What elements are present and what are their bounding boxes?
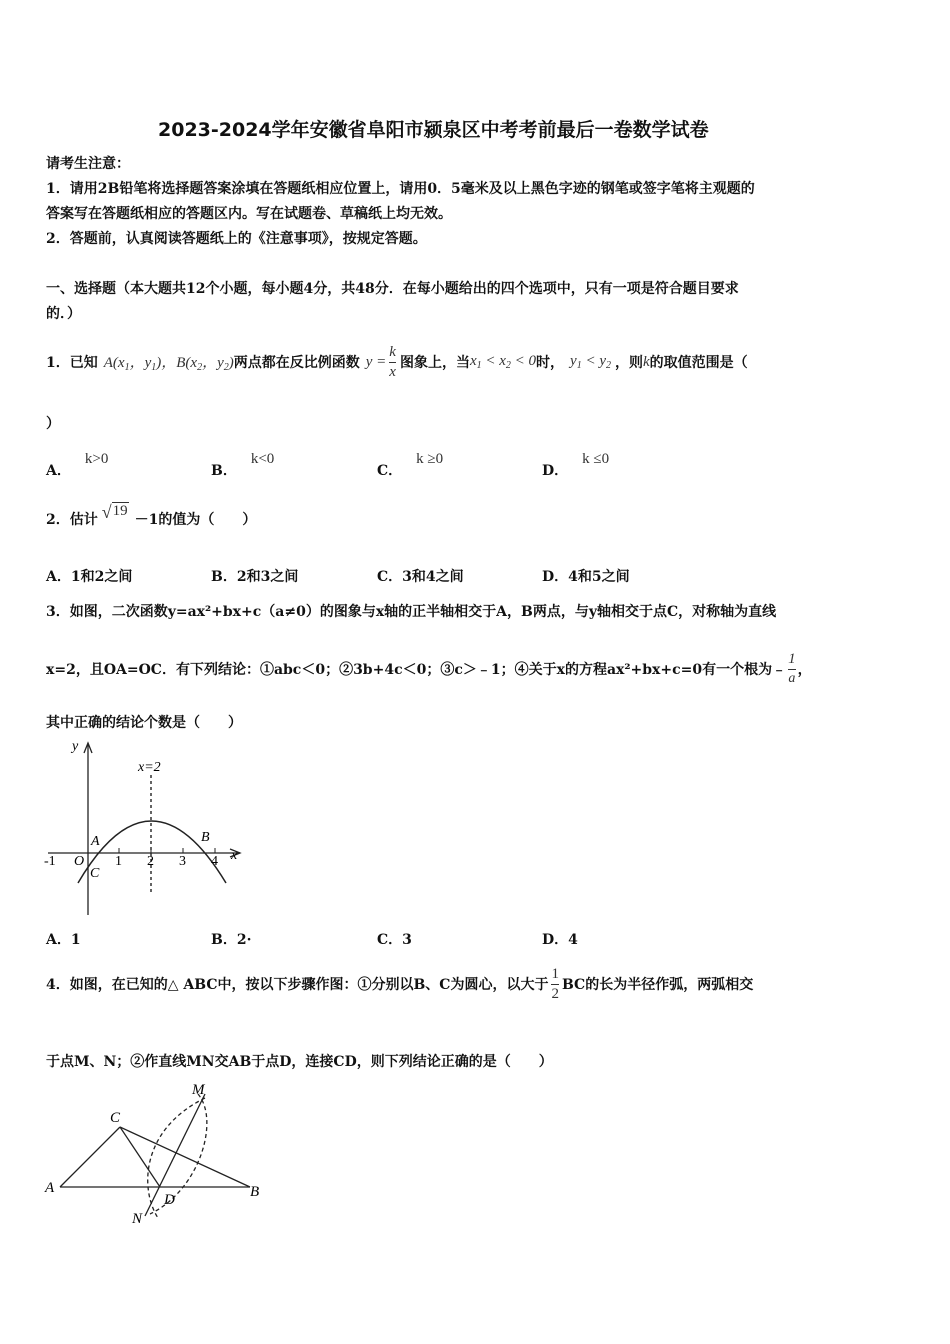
point-c-label: C xyxy=(110,1110,121,1126)
label-1: 1 xyxy=(115,854,122,869)
arc-from-b xyxy=(148,1098,205,1218)
q3-option-a[interactable]: A．1 xyxy=(46,932,81,948)
q1-point-a: $A(x_1$，$y_1$)， xyxy=(103,355,177,373)
q1-condition-y: $y_1 < y_2$ xyxy=(570,353,611,371)
side-ac xyxy=(60,1127,120,1187)
point-n-label: N xyxy=(132,1211,143,1227)
question-2-stem xyxy=(46,502,257,529)
label-minus-1: -1 xyxy=(44,854,56,869)
q3-option-b[interactable]: B．2· xyxy=(211,932,252,948)
section-1-heading-cont: 的．） xyxy=(46,306,81,322)
q3-fraction: $\frac{1}{a}$ xyxy=(788,651,796,686)
notice-heading: 请考生注意： xyxy=(46,156,130,172)
q1-close-paren: ） xyxy=(46,416,60,432)
q1-shi: 时， xyxy=(536,355,565,371)
q1-option-b[interactable]: B．k<0 xyxy=(211,451,275,479)
point-a-label: A xyxy=(91,834,100,849)
q1-range-text: 的取值范围是（ xyxy=(649,355,748,371)
page-title: 2023-2024学年安徽省阜阳市颍泉区中考考前最后一卷数学试卷 xyxy=(158,119,709,141)
symmetry-axis-label: x=2 xyxy=(138,760,161,775)
question-3-line-2: x=2，且OA=OC．有下列结论：①abc＜0；②3b+4c＜0；③c＞﹣1；④关于x的方程ax²+bx+c=0有一个根为﹣ $\frac{1}{a}$ ， xyxy=(46,651,812,686)
notice-line-1: 1．请用2B铅笔将选择题答案涂填在答题纸相应位置上，请用0．5毫米及以上黑色字迹的钢笔或签字笔将主观题的 xyxy=(46,181,755,197)
label-4: 4 xyxy=(211,854,218,869)
q1-condition-x: $x_1 < x_2 < 0$ xyxy=(469,353,537,371)
q2-option-a[interactable]: A．1和2之间 xyxy=(46,569,133,585)
y-axis-label: y xyxy=(72,739,79,754)
q2-prefix: 2．估计 xyxy=(46,511,98,528)
question-3-line-3: 其中正确的结论个数是（ ） xyxy=(46,715,242,731)
line-mn xyxy=(145,1094,205,1216)
notice-line-2: 答案写在答题纸相应的答题区内。写在试题卷、草稿纸上均无效。 xyxy=(46,206,452,222)
point-b-label: B xyxy=(201,830,210,845)
q1-mid-text: 两点都在反比例函数 xyxy=(233,355,360,371)
q1-prefix: 1．已知 xyxy=(46,355,98,371)
sqrt-symbol: √ 19 xyxy=(101,502,128,522)
question-1-stem xyxy=(46,337,748,387)
q2-option-b[interactable]: B．2和3之间 xyxy=(211,569,299,585)
q2-suffix: －1的值为（ ） xyxy=(134,511,257,528)
q1-ze: ，则 xyxy=(614,355,643,371)
label-origin: O xyxy=(74,854,85,869)
point-c-label: C xyxy=(90,866,100,881)
section-1-heading: 一、选择题（本大题共12个小题，每小题4分，共48分．在每小题给出的四个选项中，只有一项是符合题目要求 xyxy=(46,281,739,297)
q1-option-c[interactable]: C．k ≥0 xyxy=(377,451,444,479)
label-3: 3 xyxy=(179,854,186,869)
q3-parabola-figure xyxy=(40,735,255,920)
question-3-line-1: 3．如图，二次函数y=ax²+bx+c（a≠0）的图象与x轴的正半轴相交于A，B两点，与y轴相交于点C，对称轴为直线 xyxy=(46,604,777,620)
notice-line-3: 2．答题前，认真阅读答题纸上的《注意事项》，按规定答题。 xyxy=(46,231,427,247)
point-m-label: M xyxy=(192,1082,205,1098)
point-a-label: A xyxy=(45,1180,55,1196)
question-4-line-2: 于点M、N；②作直线MN交AB于点D，连接CD，则下列结论正确的是（ ） xyxy=(46,1054,553,1070)
point-b-label: B xyxy=(250,1184,260,1200)
q1-point-b: $B(x_2$，$y_2$) xyxy=(176,355,234,373)
q2-option-d[interactable]: D．4和5之间 xyxy=(542,569,630,585)
q1-function: y = $\frac{k}{x}$ xyxy=(365,343,396,380)
label-2: 2 xyxy=(147,854,154,869)
x-axis-label: x xyxy=(231,848,238,863)
q1-option-d[interactable]: D．k ≤0 xyxy=(542,451,610,479)
q3-option-c[interactable]: C．3 xyxy=(377,932,412,948)
q4-fraction: $\frac{1}{2}$ xyxy=(551,965,559,1002)
question-4-line-1: 4．如图，在已知的△ ABC中，按以下步骤作图：①分别以B、C为圆心，以大于 $\frac{1}{2}$ BC的长为半径作弧，两弧相交 xyxy=(46,965,754,1002)
q4-triangle-figure xyxy=(40,1080,270,1230)
q1-k: k xyxy=(642,353,650,370)
q2-option-c[interactable]: C．3和4之间 xyxy=(377,569,464,585)
q3-option-d[interactable]: D．4 xyxy=(542,932,578,948)
q1-option-a[interactable]: A．k>0 xyxy=(46,451,109,479)
q1-after-text: 图象上，当 xyxy=(399,355,470,371)
point-d-label: D xyxy=(164,1192,175,1208)
